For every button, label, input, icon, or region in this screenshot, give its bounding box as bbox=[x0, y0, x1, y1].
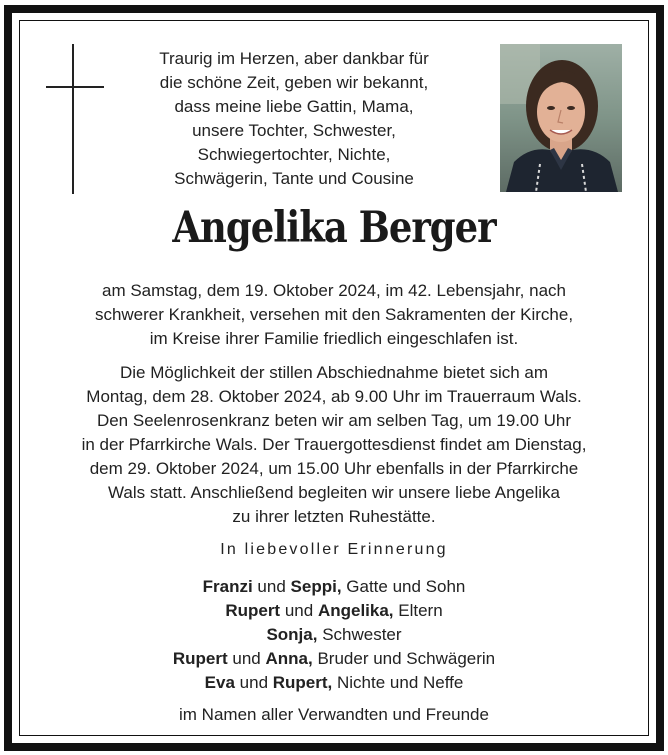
signer-relation: Gatte und Sohn bbox=[346, 577, 466, 596]
death-line: im Kreise ihrer Familie friedlich eingeschlafen ist. bbox=[149, 329, 519, 348]
signer-name: Rupert, bbox=[272, 673, 333, 692]
deceased-name: Angelika Berger bbox=[172, 203, 496, 253]
signer-relation: Bruder und Schwägerin bbox=[317, 649, 496, 668]
service-line: Wals statt. Anschließend begleiten wir unsere liebe Angelika bbox=[107, 483, 560, 502]
service-line: Den Seelenrosenkranz beten wir am selben Tag, um 19.00 Uhr bbox=[96, 411, 572, 430]
portrait-photo bbox=[500, 44, 622, 192]
signer-row bbox=[0, 671, 668, 695]
signer-relation: Eltern bbox=[398, 601, 443, 620]
intro-line: Traurig im Herzen, aber dankbar für bbox=[159, 49, 429, 68]
signer-row bbox=[0, 575, 668, 599]
service-line: Montag, dem 28. Oktober 2024, ab 9.00 Uhr im Trauerraum Wals. bbox=[86, 387, 582, 406]
intro-line: dass meine liebe Gattin, Mama, bbox=[174, 97, 414, 116]
intro-line: Schwiegertochter, Nichte, bbox=[197, 145, 391, 164]
signer-row bbox=[0, 623, 668, 647]
intro-line: Schwägerin, Tante und Cousine bbox=[174, 169, 414, 188]
signer-name: Rupert bbox=[172, 649, 228, 668]
signer-name: Rupert bbox=[225, 601, 281, 620]
service-line: Die Möglichkeit der stillen Abschiednahme bietet sich am bbox=[119, 363, 549, 382]
memory-line: In liebevoller Erinnerung bbox=[220, 541, 448, 558]
signer-name: Eva bbox=[204, 673, 235, 692]
service-line: in der Pfarrkirche Wals. Der Trauergottesdienst findet am Dienstag, bbox=[81, 435, 587, 454]
death-announcement bbox=[12, 279, 656, 351]
signer-name: Franzi bbox=[202, 577, 253, 596]
signer-name: Anna, bbox=[265, 649, 313, 668]
service-line: dem 29. Oktober 2024, um 15.00 Uhr ebenfalls in der Pfarrkirche bbox=[89, 459, 579, 478]
conjunction: und bbox=[232, 649, 261, 668]
closing-line: im Namen aller Verwandten und Freunde bbox=[179, 705, 489, 724]
signer-row bbox=[0, 599, 668, 623]
signer-name: Sonja, bbox=[266, 625, 318, 644]
signer-name: Angelika, bbox=[317, 601, 394, 620]
conjunction: und bbox=[239, 673, 269, 692]
service-details bbox=[12, 361, 656, 529]
conjunction: und bbox=[284, 601, 314, 620]
death-line: schwerer Krankheit, versehen mit den Sakramenten der Kirche, bbox=[94, 305, 574, 324]
signers-list bbox=[0, 575, 668, 695]
signer-name: Seppi, bbox=[290, 577, 342, 596]
death-line: am Samstag, dem 19. Oktober 2024, im 42. Lebensjahr, nach bbox=[102, 281, 566, 300]
intro-text bbox=[120, 47, 468, 191]
portrait-photo-icon bbox=[500, 44, 622, 192]
service-line: zu ihrer letzten Ruhestätte. bbox=[232, 507, 436, 526]
signer-relation: Schwester bbox=[322, 625, 402, 644]
conjunction: und bbox=[257, 577, 286, 596]
signer-relation: Nichte und Neffe bbox=[337, 673, 464, 692]
intro-line: die schöne Zeit, geben wir bekannt, bbox=[159, 73, 429, 92]
signer-row bbox=[0, 647, 668, 671]
intro-line: unsere Tochter, Schwester, bbox=[192, 121, 396, 140]
